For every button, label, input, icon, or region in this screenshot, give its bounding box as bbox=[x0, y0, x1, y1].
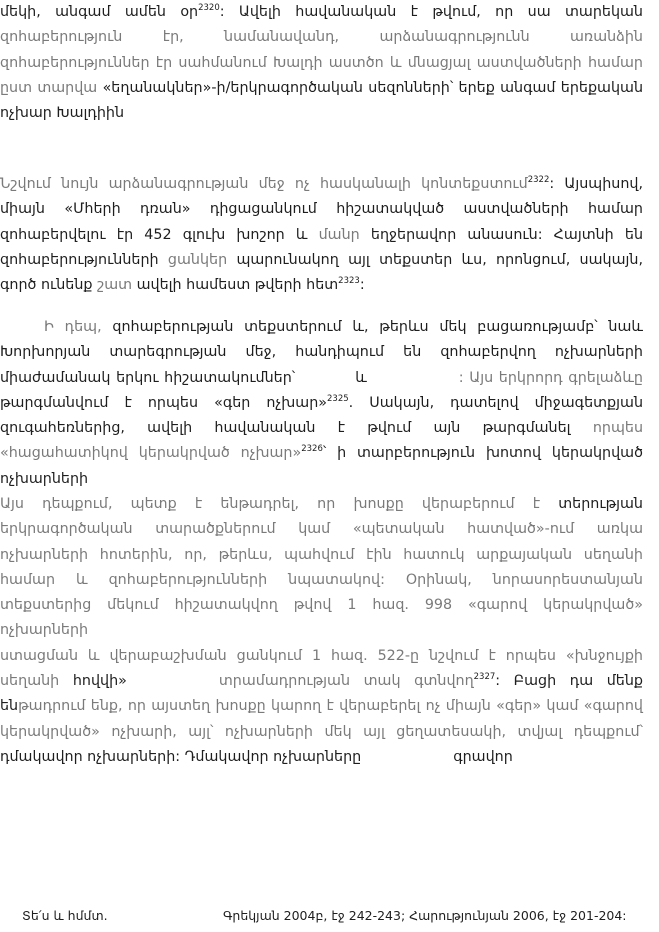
text: 522-ը նշվում է որպես «խնջույքի սեղանի bbox=[0, 647, 643, 690]
footnote-ref: 2325 bbox=[327, 393, 349, 404]
text: տրամադրության տակ գտնվող bbox=[218, 673, 474, 690]
text: Նշվում նույն արձանագրության մեջ ոչ հասկանալի կոնտեքստում bbox=[0, 176, 528, 192]
paragraph-2 bbox=[0, 172, 643, 298]
footnote-ref: 2320 bbox=[198, 3, 220, 13]
footnote-ref: 2322 bbox=[527, 175, 550, 185]
text: տերության bbox=[558, 496, 643, 512]
text: թադրում ենք, որ այստեղ խոսքը կարող է վերաբերել ոչ միայն «գեր» կամ «գարով կերակրված» bbox=[0, 698, 643, 740]
text: : Ավելի հավանական է թվում, որ սա տարեկան bbox=[219, 4, 643, 20]
text: Ի դեպ, bbox=[44, 319, 102, 335]
text: : Այս երկրորդ գրելաձևը bbox=[458, 369, 643, 386]
text: ստացման և վերաբաշխման ցանկում 1 հազ. bbox=[0, 647, 368, 664]
text: զոհաբերության տեքստերում և, թերևս մեկ բացառությամբ՝ նաև Խորխորյան տարեգրության մեջ, հանդիպում են bbox=[0, 319, 644, 361]
text: : Այսպիսով, միայն «Մհերի դռան» դիցացանկում հիշատակված աստվածների համար զոհաբերվելու էր 452 գլուխ խոշոր և bbox=[0, 176, 643, 243]
text: էր սահմանում Խալդի աստծո և մնացյալ աստվածների համար ըստ տարվա bbox=[0, 54, 643, 96]
text: : bbox=[359, 277, 365, 294]
footnote-ref: 2327 bbox=[473, 672, 496, 683]
text: օր bbox=[180, 4, 199, 20]
text: հովվի» bbox=[72, 673, 127, 690]
text: Խալդիին bbox=[56, 105, 125, 122]
text: զոհաբերվող ոչխարների միաժամանակ երկու հիշատակումներ՝ bbox=[0, 344, 643, 386]
text: : Բացի դա մենք bbox=[495, 673, 643, 690]
text: «եղանակներ»-ի/երկրագործական սեզոնների՝ երեք անգամ երեքական ոչխար bbox=[0, 79, 644, 122]
text: եղջերավոր անասուն: Հայտնի են զոհաբերությունների bbox=[0, 226, 644, 268]
text: պարունակող այլ տեքստեր ևս, որոնցում, սակայն, գործ ունենք bbox=[0, 251, 643, 294]
footnote-left: Տե՛ս և հմմտ. bbox=[22, 908, 108, 923]
text: ավելի համեստ թվերի հետ bbox=[136, 277, 339, 294]
text: ոչխարի, այլ՝ ոչխարների մեկ այլ ցեղատեսակի, տվյալ դեպքում՝ bbox=[111, 723, 644, 740]
text: հիշատակվող թվով 1 հազ. 998 «գարով կերակրված» ոչխարների bbox=[0, 597, 644, 639]
text: հոտերին, որ, թերևս, պահվում էին հատուկ արքայական սեղանի համար և bbox=[0, 546, 643, 588]
paragraph-4 bbox=[0, 492, 643, 770]
text: է որպես «գեր ոչխար» bbox=[124, 394, 328, 411]
footnote-right: Գրեկյան 2004բ, էջ 242-243; Հարությունյան 2006, էջ 201-204: bbox=[223, 908, 627, 923]
text: մեկի, անգամ ամեն bbox=[0, 4, 166, 20]
text: թարգմանվում bbox=[0, 394, 109, 411]
text: դմակավոր ոչխարների: Դմակավոր ոչխարները bbox=[0, 748, 362, 765]
text: Այս դեպքում, պետք է ենթադրել, որ խոսքը վերաբերում է bbox=[0, 496, 541, 512]
text: որպես «հացահատիկով կերակրված ոչխար» bbox=[0, 420, 644, 462]
text: ցանկեր bbox=[167, 251, 228, 268]
text: երկրագործական տարածքներում կամ «պետական հատված»-ում առկա ոչխարների bbox=[0, 521, 643, 563]
text: շատ bbox=[97, 277, 133, 294]
text: մանր bbox=[318, 226, 360, 243]
text: . Սակայն, դատելով միջագետքյան զուգահեռներից, ավելի հավանական է թվում այն թարգմանել bbox=[0, 394, 644, 437]
paragraph-1 bbox=[0, 0, 643, 126]
footnote-ref: 2323 bbox=[338, 276, 360, 287]
text: զոհաբերություն էր, նամանավանդ, արձանագրությունն առանձին զոհաբերություններ bbox=[0, 29, 643, 71]
text: զոհաբերությունների նպատակով: Օրինակ, նորասորեստանյան տեքստերից մեկում bbox=[0, 571, 643, 614]
paragraph-3 bbox=[0, 315, 643, 492]
text: են bbox=[0, 698, 19, 715]
text: ՝ ի տարբերություն խոտով կերակրված ոչխարների bbox=[0, 445, 644, 487]
text: գրավոր bbox=[453, 748, 513, 765]
footnote-ref: 2326 bbox=[301, 444, 323, 455]
text: և bbox=[355, 369, 367, 386]
